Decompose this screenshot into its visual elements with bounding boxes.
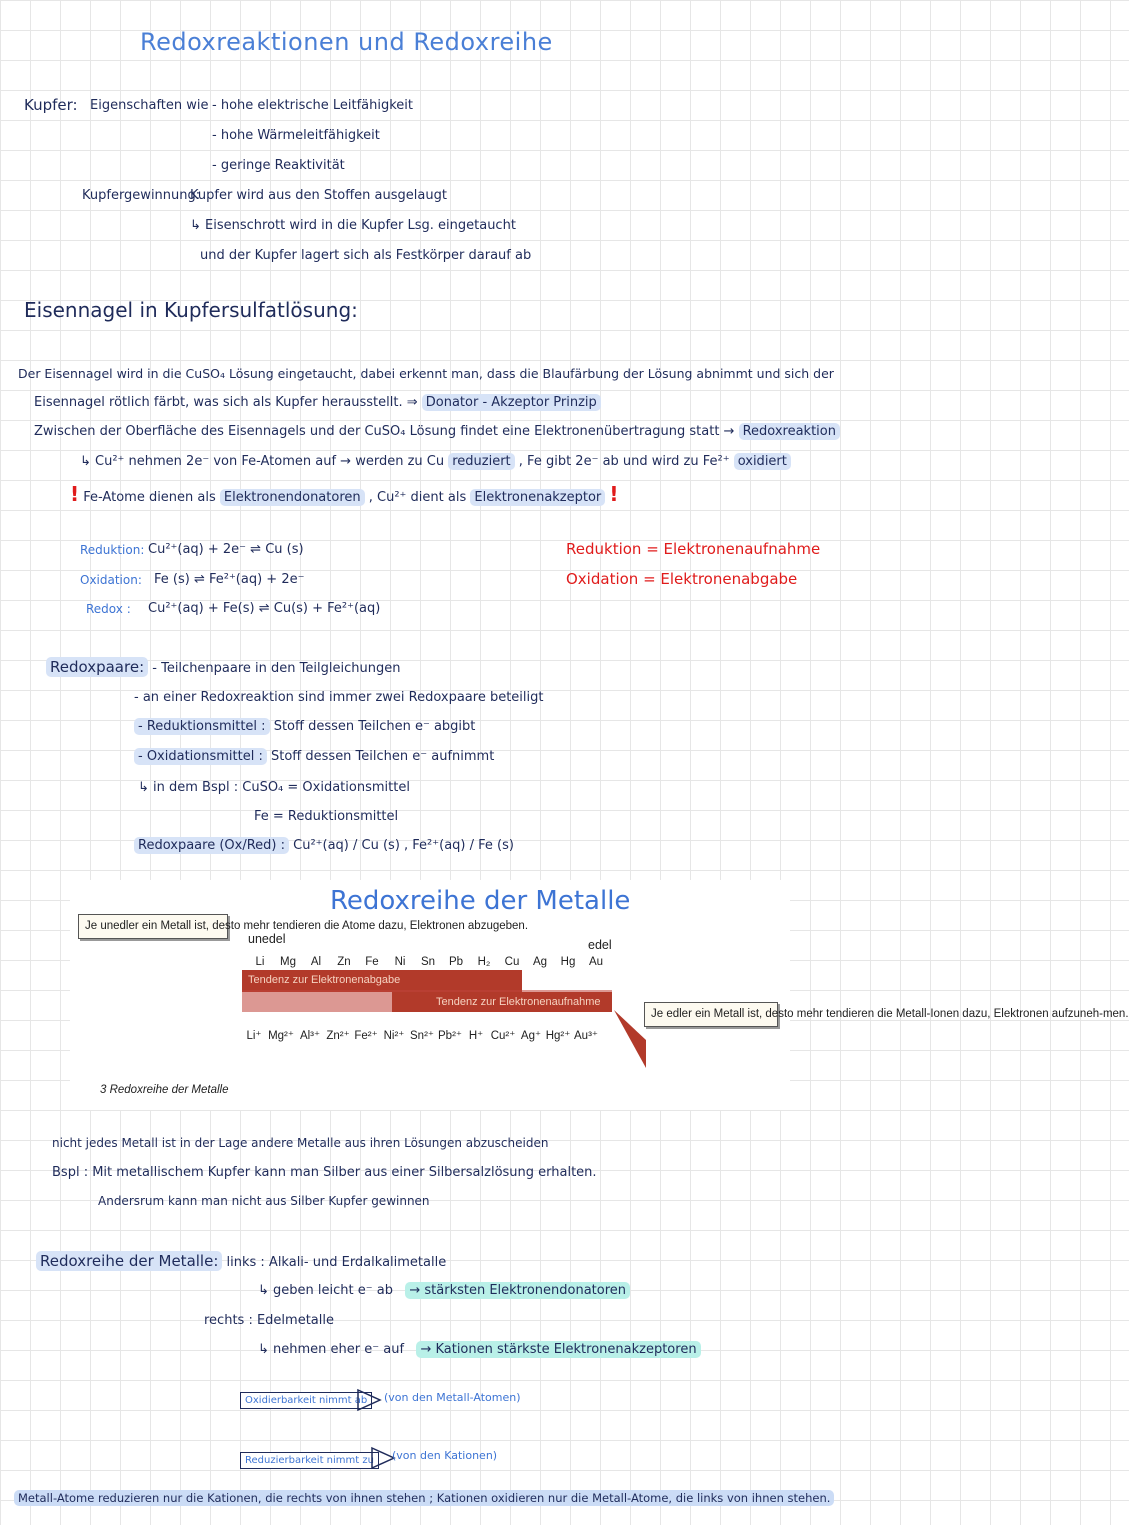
gewinnung-label: Kupfergewinnung: (82, 188, 201, 203)
redoxpaare-line-1: Redoxpaare: - Teilchenpaare in den Teilgleichungen (46, 658, 400, 676)
redoxpaare-line-7: Redoxpaare (Ox/Red) : Cu²⁺(aq) / Cu (s) , Fe²⁺(aq) / Fe (s) (134, 838, 514, 853)
reihe-line-4: ↳ nehmen eher e⁻ auf → Kationen stärkste Elektronenakzeptoren (258, 1342, 701, 1357)
arrow1-note: (von den Metall-Atomen) (384, 1391, 521, 1404)
ion-fe: Fe²⁺ (354, 1030, 378, 1042)
metal-al: Al (310, 956, 322, 968)
section-line-3: Zwischen der Oberfläche des Eisennagels und der CuSO₄ Lösung findet eine Elektronenübertragung statt → Redoxreaktion (34, 424, 840, 439)
oxidierbarkeit-arrow: Oxidierbarkeit nimmt ab (240, 1392, 372, 1409)
section-line-2: Eisennagel rötlich färbt, was sich als Kupfer herausstellt. ⇒ Donator - Akzeptor Prinzip (34, 395, 601, 410)
akzeptoren-summary-highlight: → Kationen stärkste Elektronenakzeptoren (416, 1341, 700, 1358)
reihe-line-1: Redoxreihe der Metalle: links : Alkali- und Erdalkalimetalle (36, 1252, 446, 1270)
ion-ag: Ag⁺ (520, 1030, 542, 1042)
kupfer-label: Kupfer: (24, 96, 78, 114)
note-1: nicht jedes Metall ist in der Lage andere Metalle aus ihren Lösungen abzuscheiden (52, 1136, 549, 1150)
figure-redoxreihe (70, 880, 1129, 1110)
metal-cu: Cu (504, 956, 520, 968)
metal-h2: H₂ (477, 956, 491, 968)
ions-row (242, 1024, 622, 1043)
arrow-head-1 (358, 1388, 382, 1412)
bar-aufnahme-label: Tendenz zur Elektronenaufnahme (436, 996, 601, 1008)
ion-h: H⁺ (468, 1030, 484, 1042)
redoxpaare-line-4: - Oxidationsmittel : Stoff dessen Teilchen e⁻ aufnimmt (134, 749, 494, 764)
redoxpaare-label: Redoxpaare: (46, 657, 148, 677)
donator-akzeptor-highlight: Donator - Akzeptor Prinzip (422, 394, 601, 411)
metal-fe: Fe (365, 956, 379, 968)
metal-sn: Sn (420, 956, 436, 968)
ion-al: Al³⁺ (299, 1030, 321, 1042)
def-oxidation: Oxidation = Elektronenabgabe (566, 570, 798, 588)
metals-row (246, 950, 616, 969)
figure-title: Redoxreihe der Metalle (330, 886, 631, 916)
ion-ni: Ni²⁺ (383, 1030, 405, 1042)
label-edel: edel (588, 938, 612, 952)
reihe-label: Redoxreihe der Metalle: (36, 1251, 222, 1271)
eq-oxidation: Fe (s) ⇌ Fe²⁺(aq) + 2e⁻ (154, 572, 305, 587)
reihe-line-3: rechts : Edelmetalle (204, 1313, 334, 1328)
label-unedel: unedel (248, 932, 286, 946)
oxidiert-highlight: oxidiert (734, 453, 791, 470)
section-line-1: Der Eisennagel wird in die CuSO₄ Lösung eingetaucht, dabei erkennt man, dass die Blaufärbung der Lösung abnimmt und sich der (18, 366, 834, 381)
section-line-5: ! Fe-Atome dienen als Elektronendonatoren , Cu²⁺ dient als Elektronenakzeptor ! (70, 482, 619, 506)
eq-reduktion: Cu²⁺(aq) + 2e⁻ ⇌ Cu (s) (148, 542, 304, 557)
def-reduktion: Reduktion = Elektronenaufnahme (566, 540, 821, 558)
kupfer-prop-3: - geringe Reaktivität (212, 158, 345, 173)
gewinnung-line-1: Kupfer wird aus den Stoffen ausgelaugt (190, 188, 447, 203)
redoxpaare-line-3: - Reduktionsmittel : Stoff dessen Teilchen e⁻ abgibt (134, 719, 475, 734)
page-title: Redoxreaktionen und Redoxreihe (140, 28, 553, 56)
note-2: Bspl : Mit metallischem Kupfer kann man Silber aus einer Silbersalzlösung erhalten. (52, 1165, 597, 1180)
redoxpaare-line-2: - an einer Redoxreaktion sind immer zwei Redoxpaare beteiligt (134, 690, 544, 705)
callout-edel: Je edler ein Metall ist, desto mehr tendieren die Metall-Ionen dazu, Elektronen aufzuneh-men. (644, 1002, 778, 1027)
reduziert-highlight: reduziert (448, 453, 514, 470)
akzeptor-highlight: Elektronenakzeptor (470, 489, 605, 506)
ion-sn: Sn²⁺ (410, 1030, 434, 1042)
ion-mg: Mg²⁺ (268, 1030, 294, 1042)
warning-mark: ! (70, 482, 80, 506)
eq-label-reduktion: Reduktion: (80, 543, 145, 557)
gewinnung-line-2: ↳ Eisenschrott wird in die Kupfer Lsg. eingetaucht (190, 218, 516, 233)
redoxpaare-line-5: ↳ in dem Bspl : CuSO₄ = Oxidationsmittel (138, 780, 410, 795)
bar-abgabe-label: Tendenz zur Elektronenabgabe (248, 974, 401, 986)
redoxpaare-line-6: Fe = Reduktionsmittel (254, 809, 399, 824)
metal-pb: Pb (448, 956, 464, 968)
reduktionsmittel-highlight: - Reduktionsmittel : (134, 718, 270, 735)
note-3: Andersrum kann man nicht aus Silber Kupfer gewinnen (98, 1194, 430, 1208)
oxidationsmittel-highlight: - Oxidationsmittel : (134, 748, 267, 765)
donatoren-summary-highlight: → stärksten Elektronendonatoren (405, 1282, 630, 1299)
ion-li: Li⁺ (246, 1030, 262, 1042)
arrow2-note: (von den Kationen) (392, 1449, 498, 1462)
metal-zn: Zn (337, 956, 351, 968)
warning-mark-end: ! (609, 482, 619, 506)
ion-hg: Hg²⁺ (545, 1030, 571, 1042)
reihe-line-2: ↳ geben leicht e⁻ ab → stärksten Elektronendonatoren (258, 1283, 630, 1298)
metal-li: Li (255, 956, 265, 968)
ion-au: Au³⁺ (574, 1030, 598, 1042)
kupfer-intro: Eigenschaften wie (90, 98, 209, 113)
metal-ni: Ni (394, 956, 406, 968)
metal-mg: Mg (280, 956, 296, 968)
kupfer-prop-2: - hohe Wärmeleitfähigkeit (212, 128, 380, 143)
kupfer-prop-1: - hohe elektrische Leitfähigkeit (212, 98, 414, 113)
gewinnung-line-3: und der Kupfer lagert sich als Festkörper darauf ab (200, 248, 532, 263)
redoxpaare-ox-red-highlight: Redoxpaare (Ox/Red) : (134, 837, 289, 854)
donatoren-highlight: Elektronendonatoren (220, 489, 365, 506)
ion-cu: Cu²⁺ (490, 1030, 516, 1042)
final-summary: Metall-Atome reduzieren nur die Kationen, die rechts von ihnen stehen ; Kationen oxidieren nur die Metall-Atome, die links von ihnen stehen. (14, 1490, 834, 1506)
reduzierbarkeit-arrow: Reduzierbarkeit nimmt zu (240, 1452, 379, 1469)
section-line-4: ↳ Cu²⁺ nehmen 2e⁻ von Fe-Atomen auf → werden zu Cu reduziert , Fe gibt 2e⁻ ab und wird zu Fe²⁺ oxidiert (80, 454, 791, 469)
figure-caption: 3 Redoxreihe der Metalle (100, 1084, 229, 1096)
eq-label-oxidation: Oxidation: (80, 573, 142, 587)
section-heading: Eisennagel in Kupfersulfatlösung: (24, 298, 358, 322)
callout-unedel: Je unedler ein Metall ist, desto mehr tendieren die Atome dazu, Elektronen abzugeben. (78, 914, 228, 939)
metal-ag: Ag (532, 956, 548, 968)
metal-au: Au (588, 956, 604, 968)
eq-redox: Cu²⁺(aq) + Fe(s) ⇌ Cu(s) + Fe²⁺(aq) (148, 601, 381, 616)
ion-zn: Zn²⁺ (326, 1030, 350, 1042)
ion-pb: Pb²⁺ (438, 1030, 462, 1042)
redoxreaktion-highlight: Redoxreaktion (739, 423, 840, 440)
metal-hg: Hg (560, 956, 576, 968)
eq-label-redox: Redox : (86, 602, 131, 616)
